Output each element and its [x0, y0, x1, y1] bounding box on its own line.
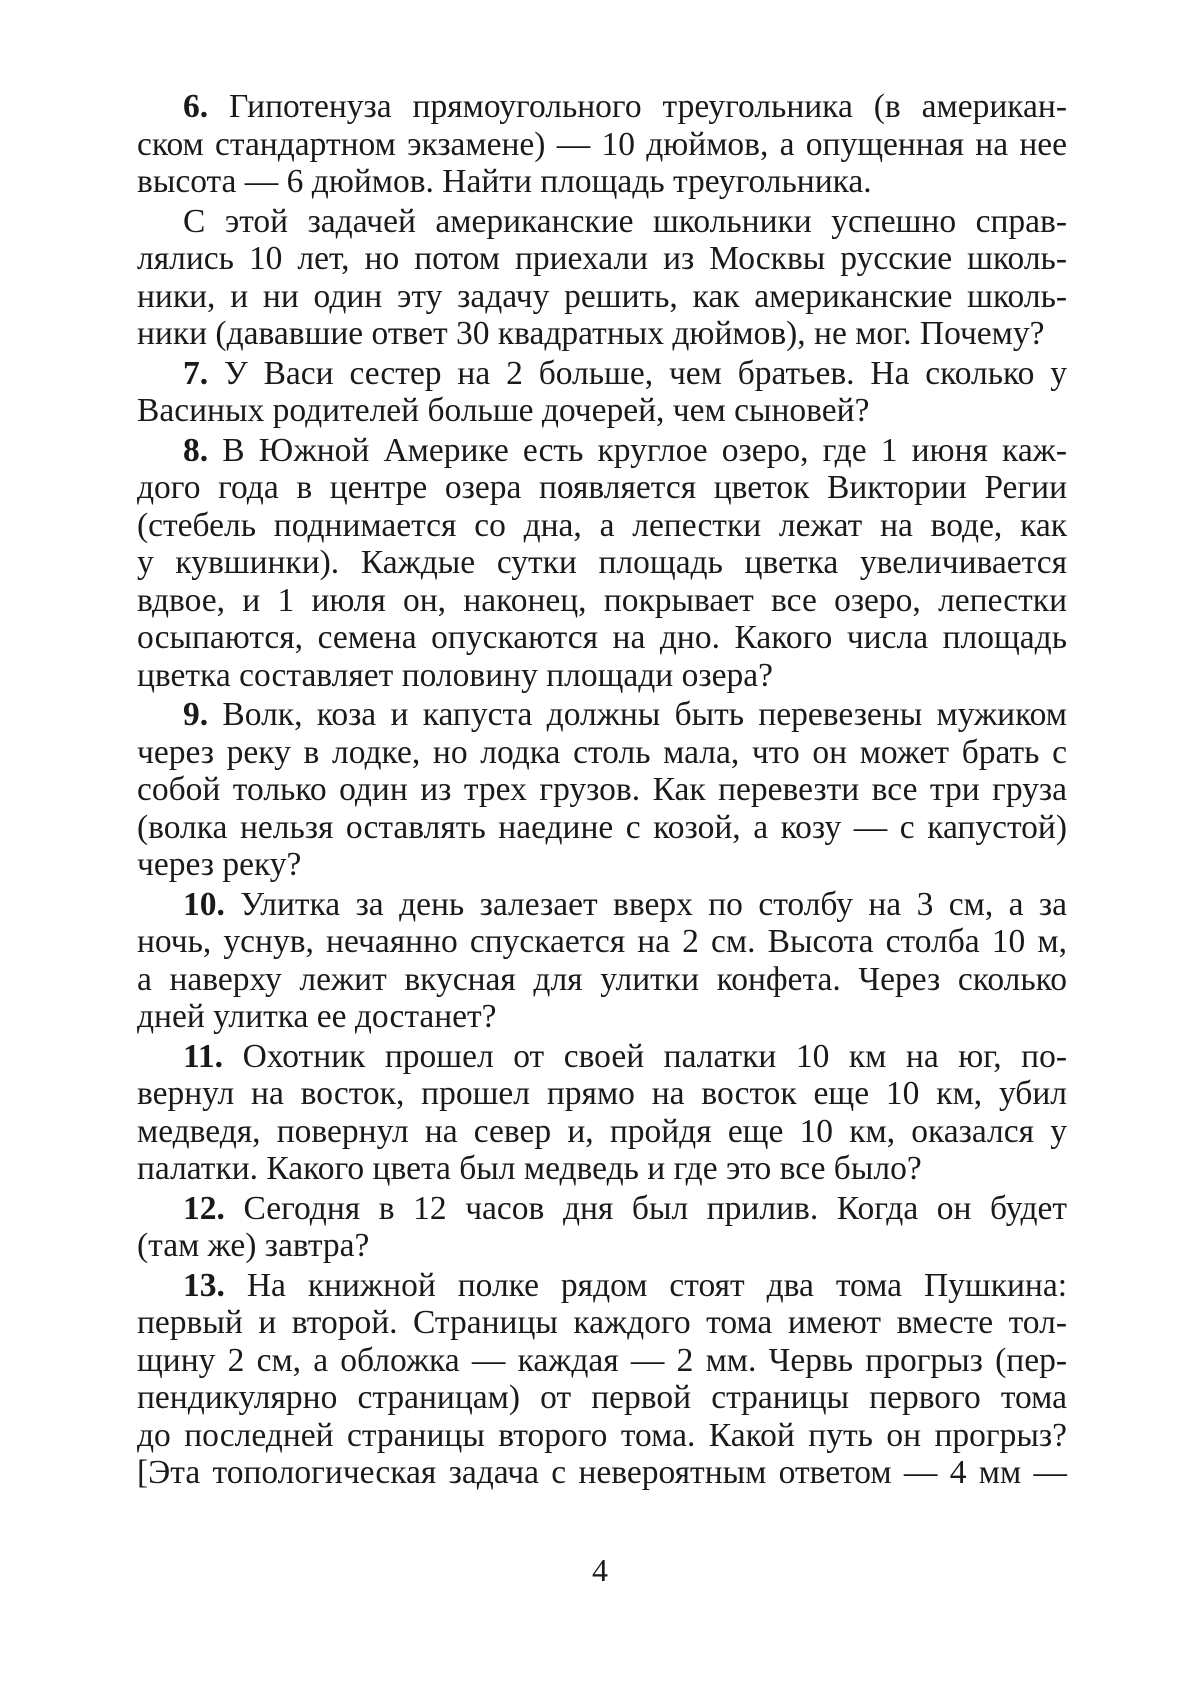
problem-text: Гипотенуза прямоугольного треугольника (в американ- — [208, 88, 1067, 125]
problem-line: ночь, уснув, нечаянно спускается на 2 см. Высота столба 10 м, — [137, 923, 1067, 960]
problem-13 — [137, 1267, 1067, 1492]
problem-text: У Васи сестер на 2 больше, чем братьев. На сколько у — [208, 354, 1067, 392]
problem-line: С этой задачей американские школьники успешно справ- — [183, 202, 1067, 240]
problem-10 — [137, 886, 1067, 1036]
problem-line: лялись 10 лет, но потом приехали из Москвы русские школь- — [137, 240, 1067, 277]
problem-line: дого года в центре озера появляется цветок Виктории Регии — [137, 469, 1067, 506]
problem-11 — [137, 1038, 1067, 1188]
problem-number: 8. — [183, 431, 209, 469]
problem-line: первый и второй. Страницы каждого тома имеют вместе тол- — [137, 1304, 1067, 1341]
problem-text: В Южной Америке есть круглое озеро, где 1 июня каж- — [208, 431, 1067, 469]
problem-line: до последней страницы второго тома. Какой путь он прогрыз? — [137, 1416, 1067, 1454]
problem-number: 9. — [183, 696, 209, 733]
problem-line: у кувшинки). Каждые сутки площадь цветка увеличивается — [137, 544, 1067, 581]
problem-number: 12. — [183, 1189, 225, 1227]
problem-text: Сегодня в 12 часов дня был прилив. Когда он будет — [224, 1189, 1067, 1227]
problem-line: (волка нельзя оставлять наедине с козой, а козу — с капустой) — [137, 808, 1067, 846]
problem-line: а наверху лежит вкусная для улитки конфета. Через сколько — [137, 960, 1067, 998]
problem-12 — [137, 1190, 1067, 1265]
problem-line — [137, 1267, 1067, 1305]
problem-line: щину 2 см, а обложка — каждая — 2 мм. Червь прогрыз (пер- — [137, 1341, 1067, 1379]
problem-number: 13. — [183, 1266, 225, 1304]
problem-number: 6. — [183, 88, 209, 125]
problem-7 — [137, 355, 1067, 430]
problem-8 — [137, 432, 1067, 695]
problem-line: (там же) завтра? — [137, 1227, 370, 1264]
page-number: 4 — [592, 1552, 608, 1588]
problem-line — [137, 432, 1067, 470]
problem-number: 11. — [183, 1037, 224, 1075]
problem-text: На книжной полке рядом стоят два тома Пушкина: — [224, 1266, 1067, 1304]
problem-line: осыпаются, семена опускаются на дно. Какого числа площадь — [137, 619, 1067, 656]
problem-number: 7. — [183, 354, 209, 392]
problem-number: 10. — [183, 885, 225, 923]
problem-line: [Эта топологическая задача с невероятным ответом — 4 мм — — [137, 1454, 1067, 1491]
problem-line: ском стандартном экзамене) — 10 дюймов, а опущенная на нее — [137, 125, 1067, 163]
problem-line — [137, 355, 1067, 393]
problem-6 — [137, 88, 1067, 201]
problem-line: медведя, повернул на север и, пройдя еще 10 км, оказался у — [137, 1112, 1067, 1150]
problem-line: дней улитка ее достанет? — [137, 998, 497, 1035]
problem-line: ники, и ни один эту задачу решить, как американские школь- — [137, 277, 1067, 315]
problem-line: через реку в лодке, но лодка столь мала, что он может брать с — [137, 733, 1067, 771]
problem-line — [137, 886, 1067, 924]
problem-text: Охотник прошел от своей палатки 10 км на юг, по- — [223, 1037, 1067, 1075]
problem-line — [137, 1038, 1067, 1076]
problem-line: высота — 6 дюймов. Найти площадь треугольника. — [137, 163, 872, 200]
problem-9 — [137, 696, 1067, 884]
problem-text: Улитка за день залезает вверх по столбу на 3 см, а за — [224, 885, 1067, 923]
problem-6-continuation — [137, 203, 1067, 353]
page-body — [137, 88, 1067, 1494]
problem-line: палатки. Какого цвета был медведь и где это все было? — [137, 1150, 922, 1187]
problem-line: вернул на восток, прошел прямо на восток еще 10 км, убил — [137, 1075, 1067, 1112]
problem-line: вдвое, и 1 июля он, наконец, покрывает все озеро, лепестки — [137, 581, 1067, 619]
problem-line: собой только один из трех грузов. Как перевезти все три груза — [137, 771, 1067, 808]
problem-line — [137, 696, 1067, 734]
problem-line: пендикулярно страницам) от первой страницы первого тома — [137, 1379, 1067, 1416]
problem-line — [137, 88, 1067, 126]
problem-line: цветка составляет половину площади озера? — [137, 656, 773, 694]
problem-text: Волк, коза и капуста должны быть перевезены мужиком — [208, 696, 1067, 733]
problem-line: ники (дававшие ответ 30 квадратных дюймов), не мог. Почему? — [137, 315, 1045, 352]
problem-line: (стебель поднимается со дна, а лепестки лежат на воде, как — [137, 506, 1067, 544]
problem-line — [137, 1190, 1067, 1228]
problem-line: Васиных родителей больше дочерей, чем сыновей? — [137, 392, 870, 429]
problem-line: через реку? — [137, 846, 302, 883]
